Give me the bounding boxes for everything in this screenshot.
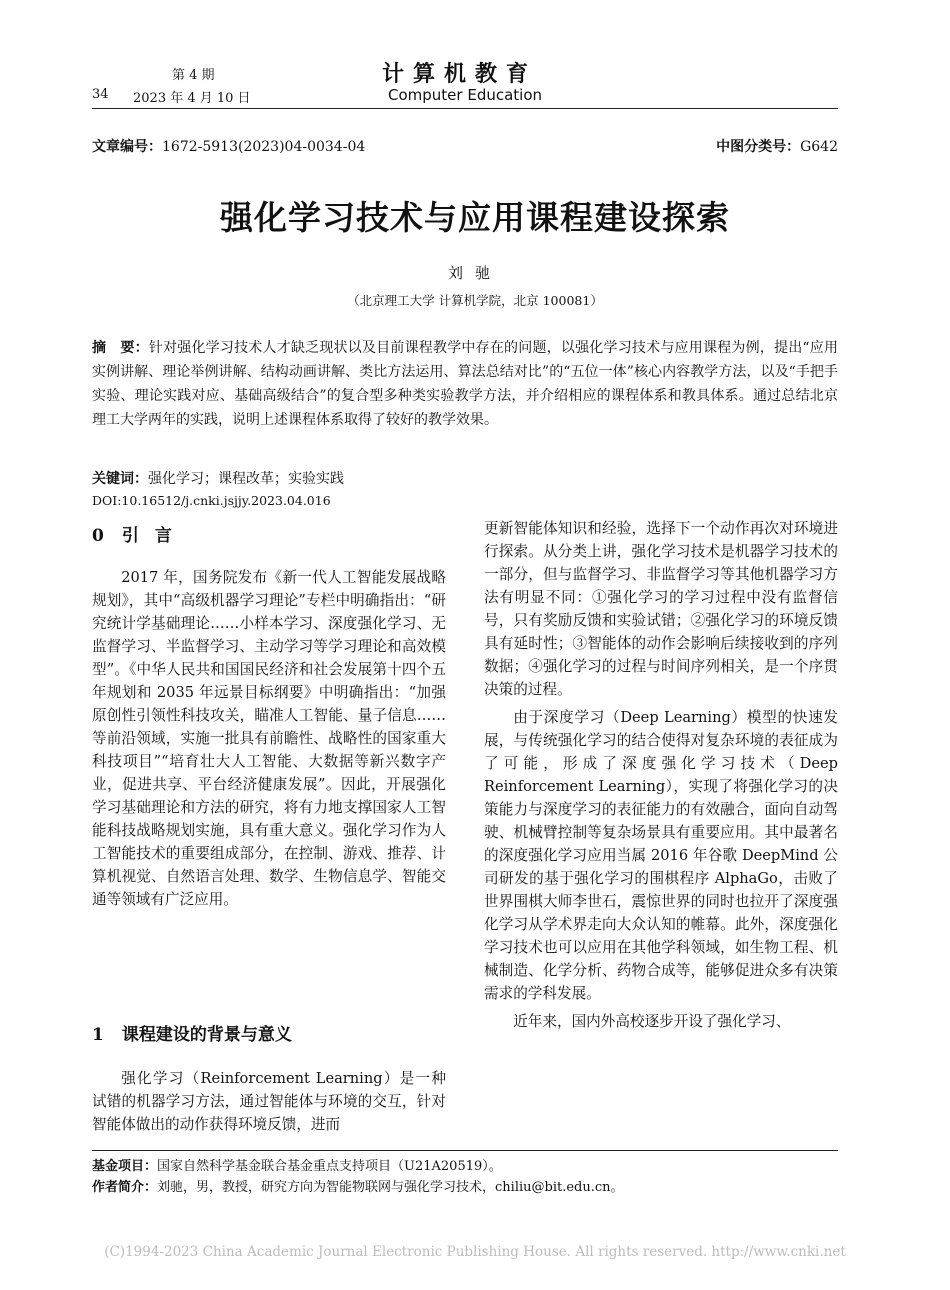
author-bio-text: 刘驰，男，教授，研究方向为智能物联网与强化学习技术，chiliu@bit.edu.cn。 [157, 1180, 624, 1195]
article-number [92, 136, 365, 156]
classification-value: G642 [800, 139, 838, 155]
keywords [92, 468, 344, 488]
funding-text: 国家自然科学基金联合基金重点支持项目（U21A20519）。 [157, 1159, 502, 1174]
issue-date: 2023 年 4 月 10 日 [133, 91, 251, 106]
abstract [92, 336, 838, 432]
copyright-notice: (C)1994-2023 China Academic Journal Electronic Publishing House. All rights reserved. http://www.cnki.net [104, 1244, 846, 1260]
funding-note [92, 1155, 502, 1174]
author-bio-label: 作者简介： [92, 1180, 158, 1195]
paragraph: 更新智能体知识和经验，选择下一个动作再次对环境进行探索。从分类上讲，强化学习技术是机器学习技术的一部分，但与监督学习、非监督学习等其他机器学习方法有明显不同：①强化学习的学习过程中没有监督信号，只有奖励反馈和实验试错；②强化学习的环境反馈具有延时性；③智能体的动作会影响后续接收到的序列数据；④强化学习的过程与时间序列相关，是一个序贯决策的过程。 [484, 520, 838, 698]
keywords-text: 强化学习；课程改革；实验实践 [148, 471, 344, 487]
journal-title-en: Computer Education [388, 86, 543, 104]
author-name: 刘驰 [447, 264, 502, 282]
section-1-title: 课程建设的背景与意义 [121, 1025, 292, 1045]
classification-label: 中图分类号： [716, 139, 801, 155]
paragraph: 强化学习（Reinforcement Learning）是一种试错的机器学习方法，通过智能体与环境的交互，针对智能体做出的动作获得环境反馈，进而 [92, 1070, 446, 1133]
keywords-label: 关键词： [92, 471, 148, 487]
paragraph: 由于深度学习（Deep Learning）模型的快速发展，与传统强化学习的结合使得对复杂环境的表征成为了可能，形成了深度强化学习技术（Deep Reinforcement Learning），实现了将强化学习的决策能力与深度学习的表征能力的有效融合，面向自动驾驶、机械臂控制等复杂场景具有重要应用。其中最著名的深度强化学习应用当属 2016 年谷歌 DeepMind 公司研发的基于强化学习的围棋程序 AlphaGo，击败了世界围棋大师李世石，震惊世界的同时也拉开了深度强化学习从学术界走向大众认知的帷幕。此外，深度强化学习技术也可以应用在其他学科领域，如生物工程、机械制造、化学分析、药物合成等，能够促进众多有决策需求的学科发展。 [484, 709, 838, 1002]
classification-number [716, 136, 838, 156]
header-divider [92, 108, 838, 109]
paragraph: 近年来，国内外高校逐步开设了强化学习、 [513, 1013, 791, 1030]
funding-label: 基金项目： [92, 1159, 158, 1174]
author-bio [92, 1176, 624, 1195]
paragraph: 2017 年，国务院发布《新一代人工智能发展战略规划》，其中“高级机器学习理论”专栏中明确指出：“研究统计学基础理论……小样本学习、深度强化学习、无监督学习、半监督学习、主动学习等学习理论和高效模型”。《中华人民共和国国民经济和社会发展第十四个五年规划和 2035 年远景目标纲要》中明确指出：“加强原创性引领性科技攻关，瞄准人工智能、量子信息……等前沿领域，实施一批具有前瞻性、战略性的国家重大科技项目”“培育壮大人工智能、大数据等新兴数字产业，促进共享、平台经济健康发展”。因此，开展强化学习基础理论和方法的研究，将有力地支撑国家人工智能科技战略规划实施，具有重大意义。强化学习作为人工智能技术的重要组成部分，在控制、游戏、推荐、计算机视觉、自然语言处理、数学、生物信息学、智能交通等领域有广泛应用。 [92, 569, 446, 908]
section-0-heading [92, 521, 188, 546]
issue-number: 第 4 期 [172, 68, 215, 83]
author-affiliation: （北京理工大学 计算机学院，北京 100081） [347, 293, 603, 308]
section-0-number: 0 [92, 526, 104, 546]
paper-title: 强化学习技术与应用课程建设探索 [220, 198, 730, 237]
section-1-body [92, 1067, 446, 1136]
section-0-body [92, 566, 446, 911]
right-column [484, 517, 838, 1033]
section-1-heading [92, 1020, 292, 1045]
page-number: 34 [92, 87, 109, 102]
abstract-text: 针对强化学习技术人才缺乏现状以及目前课程教学中存在的问题，以强化学习技术与应用课程为例，提出“应用实例讲解、理论举例讲解、结构动画讲解、类比方法运用、算法总结对比”的“五位一体”核心内容教学方法，以及“手把手实验、理论实践对应、基础高级结合”的复合型多种类实验教学方法，并介绍相应的课程体系和教具体系。通过总结北京理工大学两年的实践，说明上述课程体系取得了较好的教学效果。 [92, 340, 839, 428]
journal-title-cn: 计算机教育 [382, 61, 538, 87]
doi: DOI:10.16512/j.cnki.jsjjy.2023.04.016 [92, 493, 331, 508]
article-number-label: 文章编号： [92, 139, 162, 155]
abstract-label: 摘 要： [92, 340, 149, 356]
section-1-number: 1 [92, 1025, 104, 1045]
footnote-divider [92, 1150, 838, 1151]
article-number-value: 1672-5913(2023)04-0034-04 [162, 139, 366, 155]
section-0-title: 引言 [121, 526, 188, 546]
